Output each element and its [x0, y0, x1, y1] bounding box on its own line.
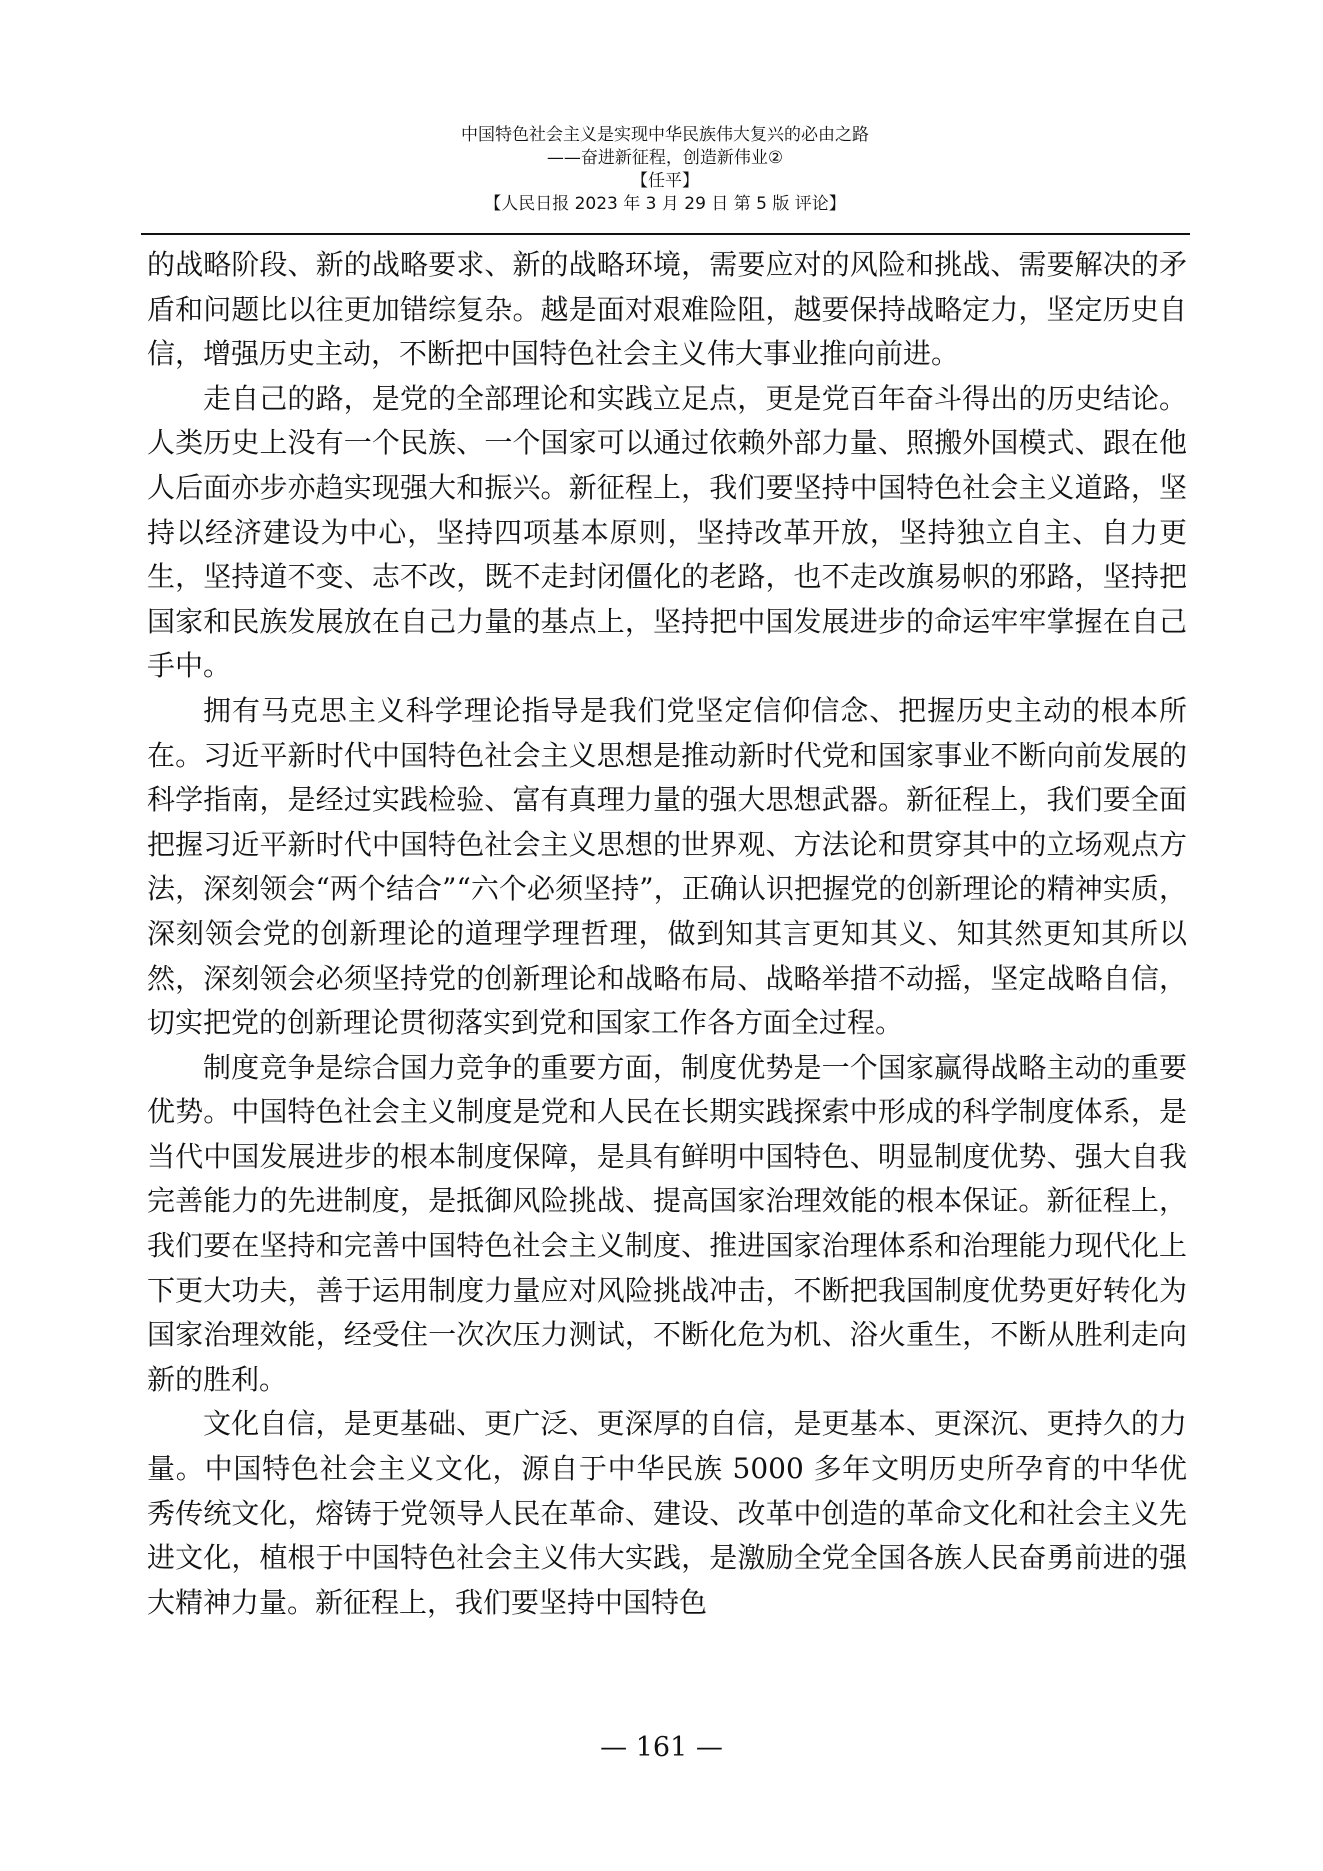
paragraph: 走自己的路，是党的全部理论和实践立足点，更是党百年奋斗得出的历史结论。人类历史上没有一个民族、一个国家可以通过依赖外部力量、照搬外国模式、跟在他人后面亦步亦趋实现强大和振兴。新征程上，我们要坚持中国特色社会主义道路，坚持以经济建设为中心，坚持四项基本原则，坚持改革开放，坚持独立自主、自力更生，坚持道不变、志不改，既不走封闭僵化的老路，也不走改旗易帜的邪路，坚持把国家和民族发展放在自己力量的基点上，坚持把中国发展进步的命运牢牢掌握在自己手中。 — [147, 381, 1187, 683]
article-body — [147, 243, 1187, 1625]
article-author: 【任平】 — [631, 171, 699, 191]
page-header — [140, 124, 1190, 216]
article-source: 【人民日报 2023 年 3 月 29 日 第 5 版 评论】 — [484, 194, 846, 214]
article-title: 中国特色社会主义是实现中华民族伟大复兴的必由之路 — [461, 125, 869, 145]
paragraph: 的战略阶段、新的战略要求、新的战略环境，需要应对的风险和挑战、需要解决的矛盾和问题比以往更加错综复杂。越是面对艰难险阻，越要保持战略定力，坚定历史自信，增强历史主动，不断把中国特色社会主义伟大事业推向前进。 — [147, 248, 1187, 371]
paragraph: 拥有马克思主义科学理论指导是我们党坚定信仰信念、把握历史主动的根本所在。习近平新时代中国特色社会主义思想是推动新时代党和国家事业不断向前发展的科学指南，是经过实践检验、富有真理力量的强大思想武器。新征程上，我们要全面把握习近平新时代中国特色社会主义思想的世界观、方法论和贯穿其中的立场观点方法，深刻领会“两个结合”“六个必须坚持”，正确认识把握党的创新理论的精神实质，深刻领会党的创新理论的道理学理哲理，做到知其言更知其义、知其然更知其所以然，深刻领会必须坚持党的创新理论和战略布局、战略举措不动摇，坚定战略自信，切实把党的创新理论贯彻落实到党和国家工作各方面全过程。 — [147, 693, 1187, 1040]
paragraph: 文化自信，是更基础、更广泛、更深厚的自信，是更基本、更深沉、更持久的力量。中国特色社会主义文化，源自于中华民族 5000 多年文明历史所孕育的中华优秀传统文化，熔铸于党领导人民在革命、建设、改革中创造的革命文化和社会主义先进文化，植根于中国特色社会主义伟大实践，是激励全党全国各族人民奋勇前进的强大精神力量。新征程上，我们要坚持中国特色 — [147, 1407, 1187, 1619]
header-divider — [141, 233, 1190, 235]
page-number: — 161 — — [600, 1732, 723, 1763]
paragraph: 制度竞争是综合国力竞争的重要方面，制度优势是一个国家赢得战略主动的重要优势。中国特色社会主义制度是党和人民在长期实践探索中形成的科学制度体系，是当代中国发展进步的根本制度保障，是具有鲜明中国特色、明显制度优势、强大自我完善能力的先进制度，是抵御风险挑战、提高国家治理效能的根本保证。新征程上，我们要在坚持和完善中国特色社会主义制度、推进国家治理体系和治理能力现代化上下更大功夫，善于运用制度力量应对风险挑战冲击，不断把我国制度优势更好转化为国家治理效能，经受住一次次压力测试，不断化危为机、浴火重生，不断从胜利走向新的胜利。 — [147, 1050, 1187, 1396]
article-subtitle: ——奋进新征程，创造新伟业② — [546, 148, 784, 168]
